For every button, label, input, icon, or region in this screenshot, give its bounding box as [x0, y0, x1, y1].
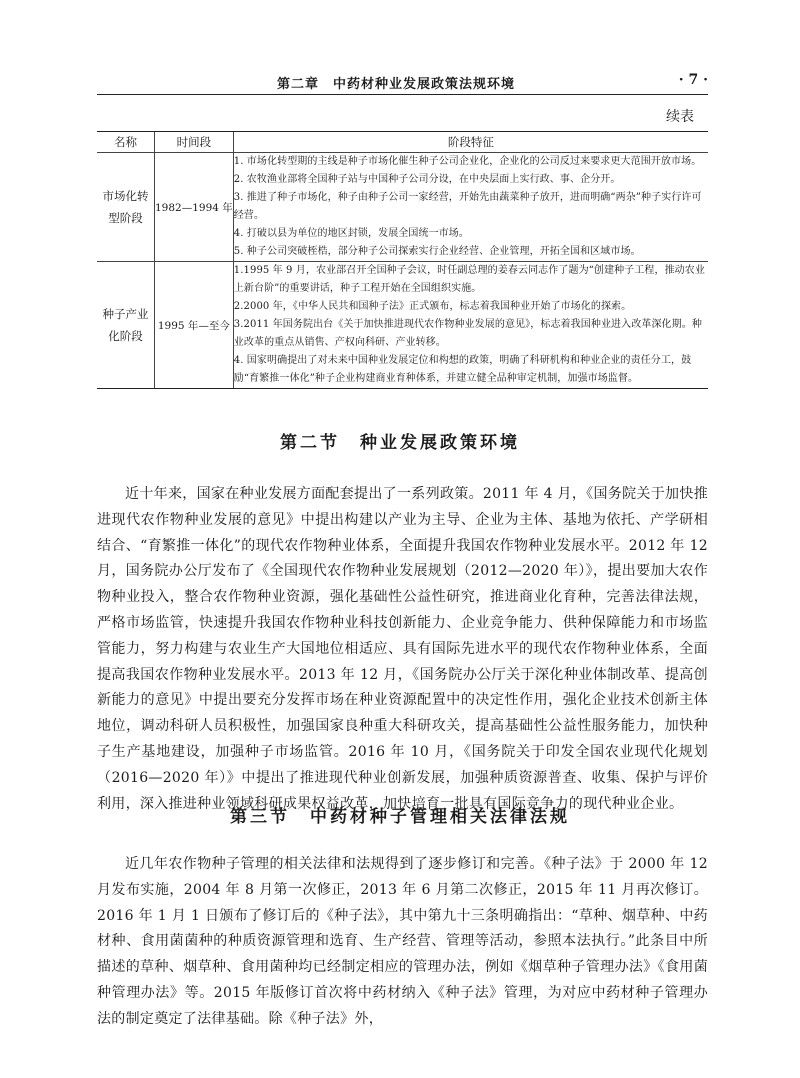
feature-item: 3. 推进了种子市场化，种子由种子公司一家经营，开始先由蔬菜种子放开，进而明确“两杂”种子实行许可经营。 [233, 192, 702, 221]
body-paragraph: 近十年来，国家在种业发展方面配套提出了一系列政策。2011 年 4 月，《国务院关于加快推进现代农作物种业发展的意见》中提出构建以产业为主导、企业为主体、基地为依托、产学研相结合、“育繁推一体化”的现代农作物种业体系，全面提升我国农作物种业发展水平。2012 年 12 月，国务院办公厅发布了《全国现代农作物种业发展规划（2012—2020 年）》，提出要加大农作物种业投入，整合农作物种业资源，强化基础性公益性研究，推进商业化育种，完善法律法规，严格市场监管，快速提升我国农作物种业科技创新能力、企业竞争能力、供种保障能力和市场监管能力，努力构建与农业生产大国地位相适应、具有国际先进水平的现代农作物种业体系，全面提高我国农作物种业发展水平。2013 年 12 月，《国务院办公厅关于深化种业体制改革、提高创新能力的意见》中提出要充分发挥市场在种业资源配置中的决定性作用，强化企业技术创新主体地位，调动科研人员积极性，加强国家良种重大科研攻关，提高基础性公益性服务能力，加快种子生产基地建设，加强种子市场监管。2016 年 10 月，《国务院关于印发全国农业现代化规划（2016—2020 年）》中提出了推进现代种业创新发展，加强种质资源普查、收集、保护与评价利用，深入推进种业领域科研成果权益改革，加快培育一批具有国际竞争力的现代种业企业。 [97, 486, 708, 812]
feature-item: 5. 种子公司突破桎梏，部分种子公司探索实行企业经营、企业管理，开拓全国和区域市场。 [233, 246, 641, 257]
running-header [97, 70, 708, 95]
chapter-title: 第二章 中药材种业发展政策法规环境 [277, 77, 516, 92]
section-heading: 第三节 中药材种子管理相关法律法规 [230, 807, 570, 827]
table-row [97, 262, 708, 389]
column-header-period: 时间段 [155, 132, 234, 153]
feature-item: 1.1995 年 9 月，农业部召开全国种子会议，时任副总理的姜春云同志作了题为“创建种子工程，推动农业上新台阶”的重要讲话，种子工程开始在全国组织实施。 [233, 265, 705, 294]
stage-period-cell: 1995 年—至今 [155, 262, 234, 389]
column-header-name: 名称 [97, 132, 155, 153]
stage-name-cell: 市场化转型阶段 [97, 153, 155, 262]
table-header-row [97, 132, 708, 153]
stage-features-cell [233, 153, 708, 262]
feature-item: 2.2000 年，《中华人民共和国种子法》正式颁布，标志着我国种业开始了市场化的探索。 [233, 301, 632, 312]
column-header-features: 阶段特征 [233, 132, 708, 153]
feature-item: 4. 打破以县为单位的地区封锁，发展全国统一市场。 [233, 228, 470, 239]
table-continued-label: 续表 [666, 109, 694, 125]
stage-period-cell: 1982—1994 年 [155, 153, 234, 262]
feature-item: 4. 国家明确提出了对未来中国种业发展定位和构想的政策，明确了科研机构和种业企业的责任分工，鼓励“育繁推一体化”种子企业构建商业育种体系，并建立健全品种审定机制，加强市场监督。 [233, 355, 692, 384]
feature-item: 3.2011 年国务院出台《关于加快推进现代农作物种业发展的意见》，标志着我国种业进入改革深化期。种业改革的重点从销售、产权向科研、产业转移。 [233, 319, 702, 348]
feature-item: 1. 市场化转型期的主线是种子市场化催生种子公司企业化，企业化的公司反过来要求更大范围开放市场。 [233, 156, 702, 167]
body-paragraph: 近几年农作物种子管理的相关法律和法规得到了逐步修订和完善。《种子法》于 2000 年 12 月发布实施，2004 年 8 月第一次修正，2013 年 6 月第二次修正，2015 年 11 月再次修订。2016 年 1 月 1 日颁布了修订后的《种子法》，其中第九十三条明确指出：“草种、烟草种、中药材种、食用菌菌种的种质资源管理和选育、生产经营、管理等活动，参照本法执行。”此条目中所描述的草种、烟草种、食用菌种均已经制定相应的管理办法，例如《烟草种子管理办法》《食用菌种管理办法》等。2015 年版修订首次将中药材纳入《种子法》管理，为对应中药材种子管理办法的制定奠定了法律基础。除《种子法》外， [97, 856, 708, 1027]
feature-item: 2. 农牧渔业部将全国种子站与中国种子公司分设，在中央层面上实行政、事、企分开。 [233, 174, 621, 185]
table-row [97, 153, 708, 262]
stage-name-cell: 种子产业化阶段 [97, 262, 155, 389]
stage-features-cell [233, 262, 708, 389]
section-heading: 第二节 种业发展政策环境 [280, 433, 520, 453]
page-number: · 7 · [678, 72, 708, 88]
stage-table [97, 131, 708, 389]
